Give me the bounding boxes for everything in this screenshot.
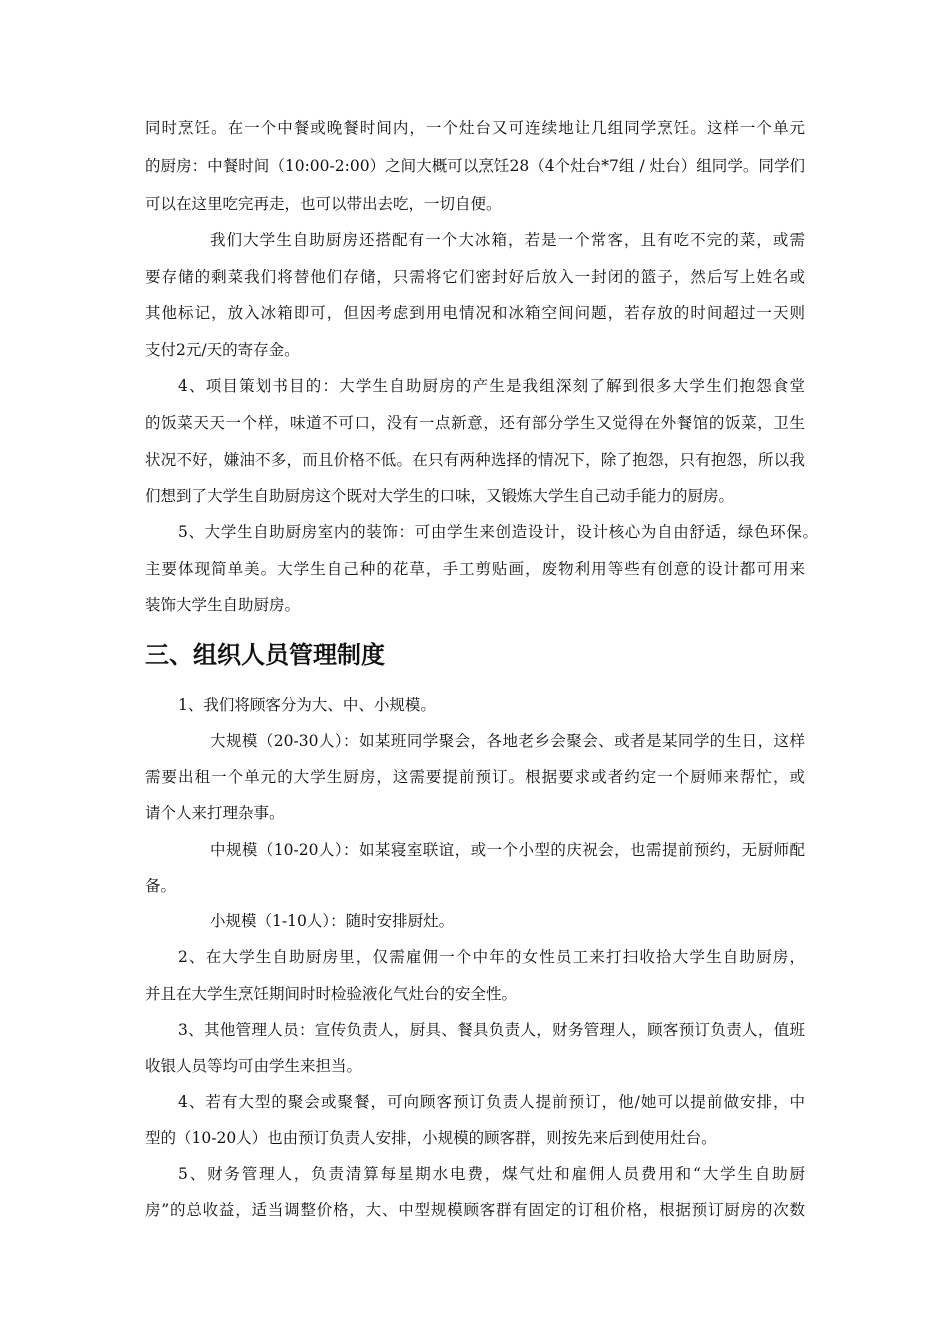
- text-line: 小规模（1-10人）：随时安排厨灶。: [210, 912, 455, 930]
- text-line: 的厨房：中餐时间（10:00-2:00）之间大概可以烹饪28（4个灶台*7组 / 灶台）组同学。同学们: [145, 157, 805, 175]
- text-line: 中规模（10-20人）：如某寝室联谊，或一个小型的庆祝会，也需提前预约，无厨师配: [210, 841, 805, 859]
- text-line: 装饰大学生自助厨房。: [145, 596, 301, 614]
- text-line: 收银人员等均可由学生来担当。: [145, 1057, 363, 1075]
- text-line: 大规模（20-30人）：如某班同学聚会，各地老乡会聚会、或者是某同学的生日，这样: [210, 732, 805, 750]
- text-line: 需要出租一个单元的大学生厨房，这需要提前预订。根据要求或者约定一个厨师来帮忙，或: [145, 768, 805, 786]
- text-line: 4、若有大型的聚会或聚餐，可向顾客预订负责人提前预订，他/她可以提前做安排，中: [178, 1093, 805, 1111]
- text-line: 支付2元/天的寄存金。: [145, 341, 300, 359]
- text-line: 3、其他管理人员：宣传负责人，厨具、餐具负责人，财务管理人，顾客预订负责人，值班: [178, 1021, 805, 1039]
- text-line: 备。: [145, 877, 177, 895]
- text-line: 5、财务管理人，负责清算每星期水电费，煤气灶和雇佣人员费用和“大学生自助厨: [178, 1165, 805, 1183]
- text-line: 同时烹饪。在一个中餐或晚餐时间内，一个灶台又可连续地让几组同学烹饪。这样一个单元: [145, 119, 805, 137]
- text-line: 其他标记，放入冰箱即可，但因考虑到用电情况和冰箱空间问题，若存放的时间超过一天则: [145, 304, 805, 322]
- text-line: 4、项目策划书目的：大学生自助厨房的产生是我组深刻了解到很多大学生们抱怨食堂: [178, 377, 805, 395]
- text-line: 们想到了大学生自助厨房这个既对大学生的口味，又锻炼大学生自己动手能力的厨房。: [145, 487, 735, 505]
- text-line: 1、我们将顾客分为大、中、小规模。: [178, 696, 436, 714]
- section-heading: 三、组织人员管理制度: [145, 641, 385, 669]
- text-line: 并且在大学生烹饪期间时时检验液化气灶台的安全性。: [145, 985, 518, 1003]
- text-line: 2、在大学生自助厨房里，仅需雇佣一个中年的女性员工来打扫收拾大学生自助厨房，: [178, 948, 805, 966]
- text-line: 可以在这里吃完再走，也可以带出去吃，一切自便。: [145, 195, 502, 213]
- text-line: 要存储的剩菜我们将替他们存储，只需将它们密封好后放入一封闭的篮子，然后写上姓名或: [145, 268, 805, 286]
- text-line: 型的（10-20人）也由预订负责人安排，小规模的顾客群，则按先来后到使用灶台。: [145, 1129, 717, 1147]
- text-line: 请个人来打理杂事。: [145, 804, 285, 822]
- text-line: 5、大学生自助厨房室内的装饰：可由学生来创造设计，设计核心为自由舒适，绿色环保。: [178, 523, 818, 541]
- text-line: 状况不好，嫌油不多，而且价格不低。在只有两种选择的情况下，除了抱怨，只有抱怨，所以我: [145, 451, 805, 469]
- text-line: 主要体现简单美。大学生自己种的花草，手工剪贴画，废物利用等些有创意的设计都可用来: [145, 560, 805, 578]
- text-line: 的饭菜天天一个样，味道不可口，没有一点新意，还有部分学生又觉得在外餐馆的饭菜，卫生: [145, 414, 805, 432]
- text-line: 我们大学生自助厨房还搭配有一个大冰箱，若是一个常客，且有吃不完的菜，或需: [210, 231, 805, 249]
- text-line: 房”的总收益，适当调整价格，大、中型规模顾客群有固定的订租价格，根据预订厨房的次数: [145, 1201, 805, 1219]
